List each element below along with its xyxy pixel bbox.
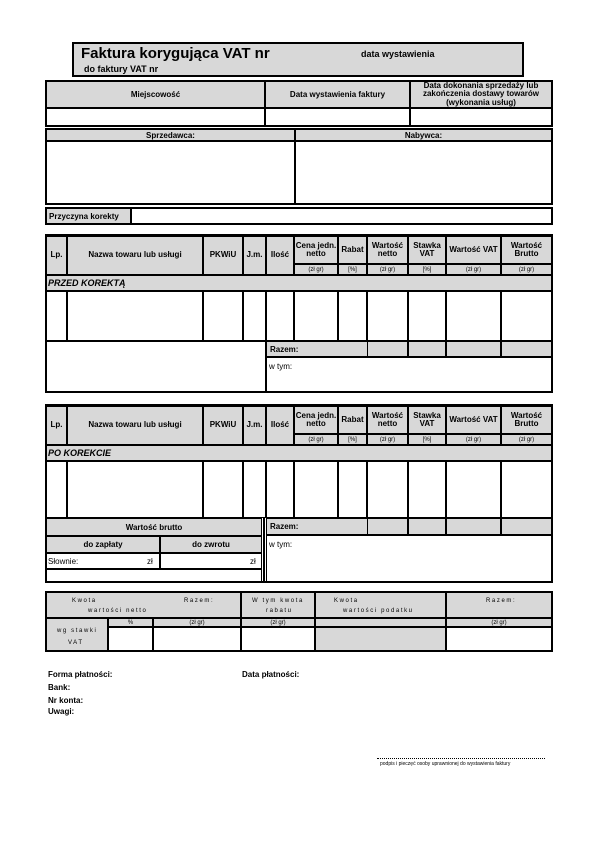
words-label: Słownie: [48,557,79,566]
after-razem-cell[interactable] [501,518,552,535]
after-cell[interactable] [338,461,367,518]
after-cell[interactable] [501,461,552,518]
after-col-header: J.m. [243,406,266,445]
section-after-label: PO KOREKCIE [48,448,112,458]
after-razem-cell[interactable] [446,518,501,535]
before-col-header: Cena jedn. netto [294,236,338,264]
summary-rabat-label-2: rabatu [266,608,293,614]
before-col-header: Ilość [266,236,294,275]
section-after-row [46,445,552,461]
before-col-header: Nazwa towaru lub usługi [67,236,203,275]
reason-label: Przyczyna korekty [46,208,131,224]
to-refund-header: do zwrotu [160,536,262,553]
summary-razem2-label: Razem: [486,598,517,604]
before-col-unit: (zł gr) [367,264,408,275]
summary-unit-percent: % [108,618,153,627]
after-cell[interactable] [408,461,446,518]
summary-unit-rabat: (zł gr) [241,618,315,627]
summary-rabat-field[interactable] [241,627,315,651]
invoice-date-header: Data wystawienia faktury [265,81,410,108]
after-divider [263,518,265,582]
before-left-blank [46,341,266,392]
before-razem-cell[interactable] [367,341,408,357]
place-header: Miejscowość [46,81,265,108]
summary-vat-label-1: Kwota [334,598,359,604]
summary-razem-label: Razem: [184,598,215,604]
after-col-header: Stawka VAT [408,406,446,434]
summary-rate-header [46,618,108,651]
payment-form-label: Forma płatności: [48,670,113,679]
before-wtym-field[interactable] [266,357,552,392]
before-col-unit: (zł gr) [501,264,552,275]
bank-label: Bank: [48,683,71,692]
place-field[interactable] [46,108,265,126]
before-cell[interactable] [501,291,552,341]
after-col-header: Nazwa towaru lub usługi [67,406,203,445]
after-razem-label: Razem: [270,522,299,531]
after-cell[interactable] [67,461,203,518]
after-col-header: Rabat [338,406,367,434]
before-razem-cell[interactable] [446,341,501,357]
before-col-unit: [%] [338,264,367,275]
after-cell[interactable] [46,461,67,518]
to-refund-currency: zł [250,557,256,566]
after-col-unit: [%] [338,434,367,445]
before-cell[interactable] [446,291,501,341]
before-col-header: Wartość netto [367,236,408,264]
account-label: Nr konta: [48,696,84,705]
to-pay-currency: zł [147,557,153,566]
summary-unit-netto: (zł gr) [153,618,241,627]
summary-rate-label-2: VAT [68,640,84,646]
issue-date-label: data wystawienia [361,49,435,59]
after-cell[interactable] [203,461,243,518]
before-cell[interactable] [243,291,266,341]
section-before-label: PRZED KOREKTĄ [48,278,126,288]
after-col-unit: [%] [408,434,446,445]
before-col-header: Stawka VAT [408,236,446,264]
before-cell[interactable] [338,291,367,341]
after-col-header: Cena jedn. netto [294,406,338,434]
invoice-title: Faktura korygująca VAT nr [81,45,270,62]
summary-razem-field[interactable] [446,627,552,651]
before-razem-cell[interactable] [408,341,446,357]
summary-vat-label-2: wartości podatku [343,608,414,614]
seller-field[interactable] [46,141,295,204]
to-refund-field[interactable] [160,553,262,569]
after-col-unit: (zł gr) [367,434,408,445]
summary-rabat-label-1: W tym kwota [252,598,304,604]
seller-header: Sprzedawca: [46,129,295,141]
summary-rabat-header [241,592,315,618]
summary-kwota-label: Kwota [72,598,97,604]
summary-vat-header [315,592,446,618]
after-col-unit: (zł gr) [501,434,552,445]
sale-date-header: Data dokonania sprzedaży lub zakończenia dostawy towarów (wykonania usług) [410,81,552,108]
payment-date-label: Data płatności: [242,670,300,679]
after-col-unit: (zł gr) [294,434,338,445]
before-col-header: Lp. [46,236,67,275]
before-razem-label: Razem: [270,345,299,354]
notes-label: Uwagi: [48,707,75,716]
before-col-unit: (zł gr) [446,264,501,275]
before-cell[interactable] [367,291,408,341]
after-wtym-field[interactable] [266,535,552,582]
summary-rate-field[interactable] [108,627,153,651]
before-col-header: J.m. [243,236,266,275]
before-cell[interactable] [294,291,338,341]
after-col-unit: (zł gr) [446,434,501,445]
summary-unit-vat [315,618,446,627]
after-col-header: Wartość VAT [446,406,501,434]
after-razem-cell[interactable] [367,518,408,535]
after-cell[interactable] [266,461,294,518]
after-col-header: Wartość netto [367,406,408,434]
before-cell[interactable] [266,291,294,341]
before-col-header: PKWiU [203,236,243,275]
after-col-header: Wartość Brutto [501,406,552,434]
signature-line [377,758,545,759]
before-cell[interactable] [46,291,67,341]
after-col-header: PKWiU [203,406,243,445]
to-pay-header: do zapłaty [46,536,160,553]
signature-caption: podpis i pieczęć osoby uprawnionej do wystawienia faktury [380,761,511,767]
after-col-header: Ilość [266,406,294,445]
reason-field[interactable] [131,208,552,224]
summary-unit-razem: (zł gr) [446,618,552,627]
before-col-header: Rabat [338,236,367,264]
after-razem-cell[interactable] [408,518,446,535]
after-wtym-label: w tym: [269,540,293,549]
before-col-header: Wartość VAT [446,236,501,264]
invoice-date-field[interactable] [265,108,410,126]
before-cell[interactable] [203,291,243,341]
before-wtym-label: w tym: [269,362,293,371]
before-col-header: Wartość Brutto [501,236,552,264]
before-col-unit: (zł gr) [294,264,338,275]
summary-vat-field [315,627,446,651]
after-cell[interactable] [446,461,501,518]
before-cell[interactable] [67,291,203,341]
invoice-subtitle: do faktury VAT nr [84,64,159,74]
before-cell[interactable] [408,291,446,341]
after-col-header: Lp. [46,406,67,445]
gross-header: Wartość brutto [46,518,262,536]
after-cell[interactable] [367,461,408,518]
after-cell[interactable] [243,461,266,518]
buyer-field[interactable] [295,141,552,204]
summary-netto-header [46,592,241,618]
summary-netto-label: wartości netto [88,608,148,614]
gross-bottom-blank [46,569,262,582]
sale-date-field[interactable] [410,108,552,126]
buyer-header: Nabywca: [295,129,552,141]
summary-netto-field[interactable] [153,627,241,651]
summary-rate-label-1: wg stawki [57,628,98,634]
before-razem-cell[interactable] [501,341,552,357]
summary-razem2-header [446,592,552,618]
before-col-unit: [%] [408,264,446,275]
after-cell[interactable] [294,461,338,518]
